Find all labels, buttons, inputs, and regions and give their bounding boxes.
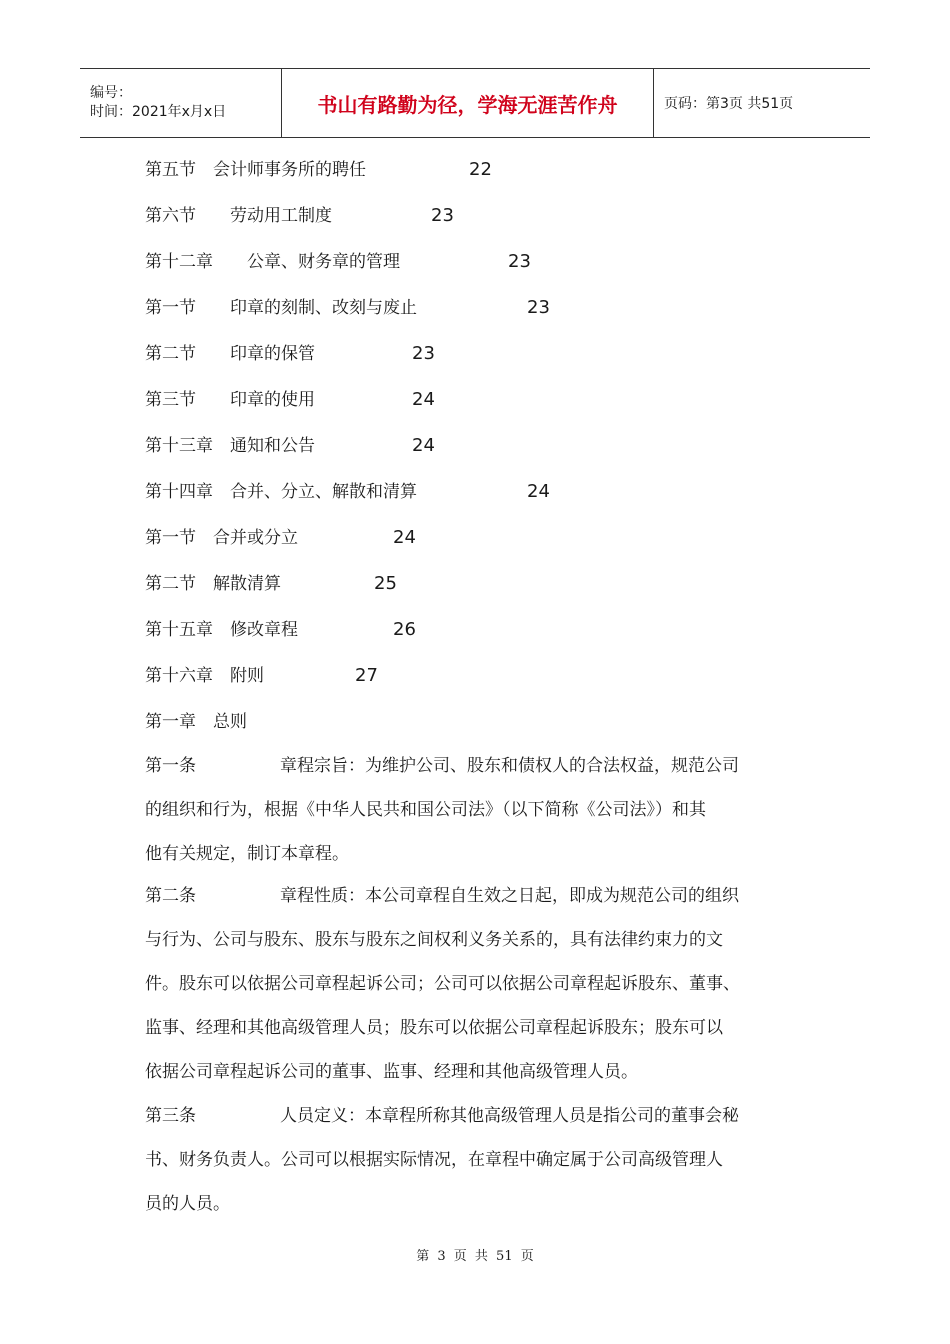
header-motto: 书山有路勤为径，学海无涯苦作舟 [282, 69, 654, 137]
toc-entry-title: 第五节 会计师事务所的聘任 [145, 160, 366, 180]
toc-entry-title: 第十六章 附则 [145, 666, 264, 686]
toc-entry-title: 第三节 印章的使用 [145, 390, 315, 410]
toc-entry [145, 158, 492, 182]
page-header [80, 68, 870, 138]
toc-entry-page: 22 [469, 159, 492, 180]
article-label: 第二条 [145, 886, 196, 906]
toc-entry [145, 296, 550, 320]
document-time: 时间：2021年x月x日 [90, 104, 227, 120]
toc-entry-title: 第二节 解散清算 [145, 574, 281, 594]
toc-entry-title: 第一节 合并或分立 [145, 528, 298, 548]
toc-entry [145, 618, 416, 642]
article-2 [145, 874, 825, 1094]
toc-entry-page: 23 [527, 297, 550, 318]
toc-entry-title: 第一节 印章的刻制、改刻与废止 [145, 298, 417, 318]
toc-entry [145, 572, 397, 596]
toc-entry [145, 434, 435, 458]
chapter-heading: 第一章 总则 [145, 712, 247, 732]
toc-entry [145, 480, 550, 504]
toc-entry-page: 23 [508, 251, 531, 272]
toc-entry-title: 第十三章 通知和公告 [145, 436, 315, 456]
toc-entry-page: 23 [412, 343, 435, 364]
toc-entry-title: 第六节 劳动用工制度 [145, 206, 332, 226]
toc-entry [145, 342, 435, 366]
toc-entry [145, 526, 416, 550]
toc-entry-title: 第十五章 修改章程 [145, 620, 298, 640]
article-line: 的组织和行为，根据《中华人民共和国公司法》（以下简称《公司法》）和其 [145, 800, 706, 820]
article-line: 件。股东可以依据公司章程起诉公司；公司可以依据公司章程起诉股东、董事、 [145, 974, 740, 994]
article-line: 人员定义：本章程所称其他高级管理人员是指公司的董事会秘 [280, 1106, 739, 1126]
page-footer: 第 3 页 共 51 页 [416, 1249, 534, 1264]
article-3 [145, 1094, 825, 1226]
toc-entry-page: 24 [527, 481, 550, 502]
article-line: 监事、经理和其他高级管理人员；股东可以依据公司章程起诉股东；股东可以 [145, 1018, 723, 1038]
toc-entry-title: 第二节 印章的保管 [145, 344, 315, 364]
article-line: 依据公司章程起诉公司的董事、监事、经理和其他高级管理人员。 [145, 1062, 638, 1082]
toc-entry-title: 第十四章 合并、分立、解散和清算 [145, 482, 417, 502]
toc-entry-page: 24 [412, 389, 435, 410]
toc-entry-page: 27 [355, 665, 378, 686]
article-line: 他有关规定，制订本章程。 [145, 844, 349, 864]
toc-entry-title: 第十二章 公章、财务章的管理 [145, 252, 400, 272]
header-page-info: 页码：第3页 共51页 [664, 96, 794, 112]
toc-entry-page: 23 [431, 205, 454, 226]
toc-entry-page: 25 [374, 573, 397, 594]
article-line: 章程宗旨：为维护公司、股东和债权人的合法权益，规范公司 [280, 756, 739, 776]
article-1 [145, 744, 825, 876]
article-line: 书、财务负责人。公司可以根据实际情况，在章程中确定属于公司高级管理人 [145, 1150, 723, 1170]
article-label: 第三条 [145, 1106, 196, 1126]
article-line: 章程性质：本公司章程自生效之日起，即成为规范公司的组织 [280, 886, 739, 906]
toc-entry-page: 26 [393, 619, 416, 640]
toc-entry-page: 24 [412, 435, 435, 456]
document-number-label: 编号： [90, 85, 132, 101]
header-meta [80, 69, 282, 137]
toc-entry [145, 204, 454, 228]
toc-entry [145, 388, 435, 412]
article-line: 员的人员。 [145, 1194, 230, 1214]
toc-entry [145, 250, 531, 274]
article-line: 与行为、公司与股东、股东与股东之间权利义务关系的，具有法律约束力的文 [145, 930, 723, 950]
toc-entry-page: 24 [393, 527, 416, 548]
article-label: 第一条 [145, 756, 196, 776]
toc-entry [145, 664, 378, 688]
